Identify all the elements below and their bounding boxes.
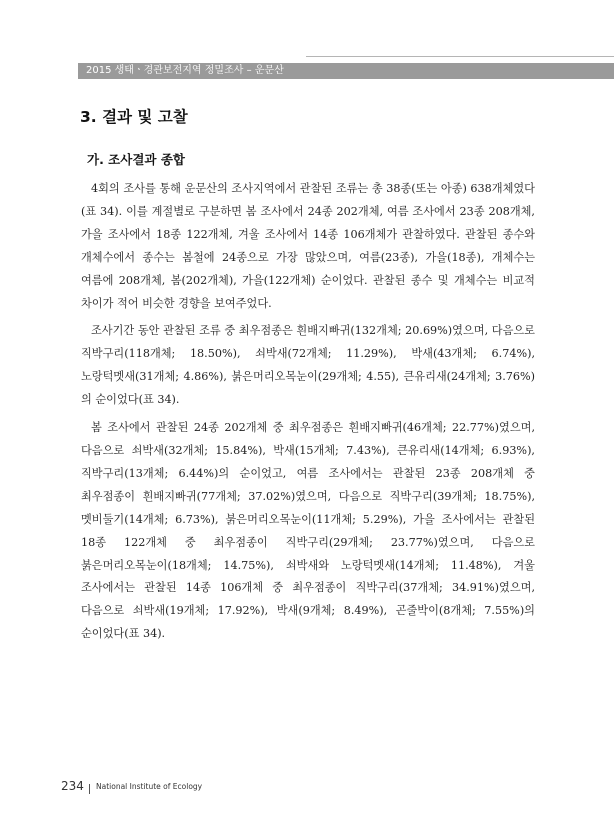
paragraph-summary: 4회의 조사를 통해 운문산의 조사지역에서 관찰된 조류는 총 38종(또는 아종) 638개체였다(표 34). 이를 계절별로 구분하면 봄 조사에서 24종 202개체, 여름 조사에서 23종 208개체, 가을 조사에서 18종 122개체, 겨울 조사에서 14종 106개체가 관찰하였다. 관찰된 종수와 개체수에서 종수는 봄철에 24종으로 가장 많았으며, 여름(23종), 가을(18종), 개체수는 여름에 208개체, 봄(202개체), 가을(122개체) 순이었다. 관찰된 종수 및 개체수는 비교적 차이가 적어 비슷한 경향을 보여주었다. (81, 182, 535, 310)
section-title: 3. 결과 및 고찰 (80, 108, 188, 126)
footer-separator (89, 784, 90, 794)
paragraph-dominant-species: 조사기간 동안 관찰된 조류 중 최우점종은 흰배지빠귀(132개체; 20.69%)였으며, 다음으로 직박구리(118개체; 18.50%), 쇠박새(72개체; 11.29%), 박새(43개체; 6.74%), 노랑턱멧새(31개체; 4.86%), 붉은머리오목눈이(29개체; 4.55), 큰유리새(24개체; 3.76%)의 순이었다(표 34). (81, 324, 535, 407)
footer-organization: National Institute of Ecology (96, 782, 203, 791)
page-number: 234 (61, 779, 84, 793)
paragraph-seasonal-dominance: 봄 조사에서 관찰된 24종 202개체 중 최우점종은 흰배지빠귀(46개체; 22.77%)였으며, 다음으로 쇠박새(32개체; 15.84%), 박새(15개체; 7.43%), 큰유리새(14개체; 6.93%), 직박구리(13개체; 6.44%)의 순이었고, 여름 조사에서는 관찰된 23종 208개체 중 최우점종이 흰배지빠귀(77개체; 37.02%)였으며, 다음으로 직박구리(39개체; 18.75%), 멧비둘기(14개체; 6.73%), 붉은머리오목눈이(11개체; 5.29%), 가을 조사에서는 관찰된 18종 122개체 중 최우점종이 직박구리(29개체; 23.77%)였으며, 다음으로 붉은머리오목눈이(18개체; 14.75%), 쇠박새와 노랑턱멧새(14개체; 11.48%), 겨울 조사에서는 관찰된 14종 106개체 중 최우점종이 직박구리(37개체; 34.91%)였으며, 다음으로 쇠박새(19개체; 17.92%), 박새(9개체; 8.49%), 곤줄박이(8개체; 7.55%)의 순이었다(표 34). (81, 421, 535, 641)
body-text (81, 178, 535, 651)
running-header-title: 2015 생태ㆍ경관보전지역 정밀조사 – 운문산 (86, 65, 284, 76)
subsection-title: 가. 조사결과 종합 (87, 152, 185, 167)
header-rule (306, 56, 614, 57)
